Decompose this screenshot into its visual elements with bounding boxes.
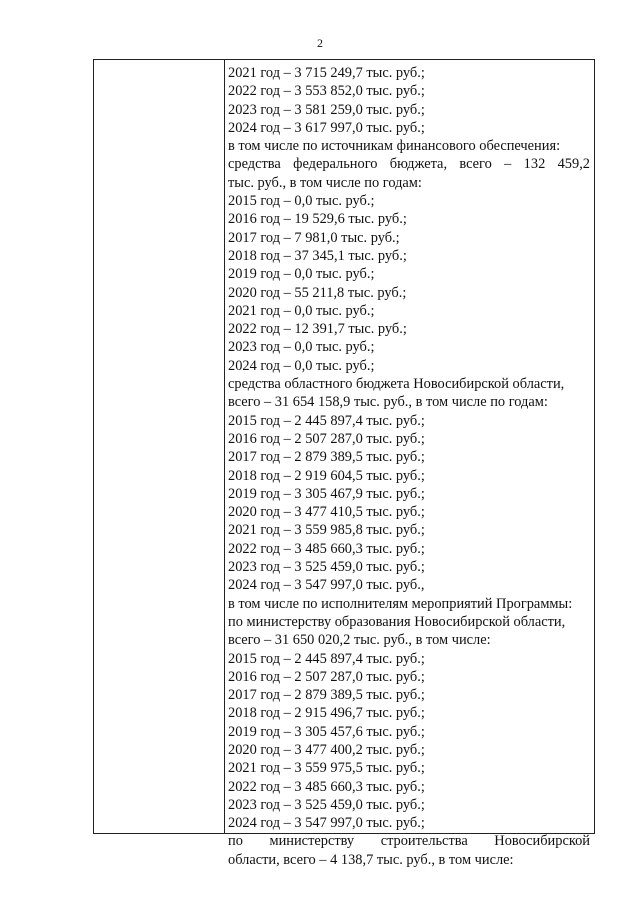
text-line: 2023 год – 0,0 тыс. руб.; xyxy=(228,339,375,356)
text-line: 2020 год – 3 477 410,5 тыс. руб.; xyxy=(228,504,425,521)
text-line: 2024 год – 0,0 тыс. руб.; xyxy=(228,357,375,374)
text-line: по министерству строительства Новосибирской xyxy=(228,833,590,850)
text-line: 2021 год – 3 559 985,8 тыс. руб.; xyxy=(228,522,425,539)
text-line: 2021 год – 3 715 249,7 тыс. руб.; xyxy=(228,65,425,81)
text-line: 2023 год – 3 581 259,0 тыс. руб.; xyxy=(228,101,425,118)
text-line: 2024 год – 3 617 997,0 тыс. руб.; xyxy=(228,119,425,136)
text-line: 2023 год – 3 525 459,0 тыс. руб.; xyxy=(228,559,425,576)
text-line: 2019 год – 3 305 467,9 тыс. руб.; xyxy=(228,485,425,502)
column-divider xyxy=(224,60,225,833)
text-line: 2019 год – 3 305 457,6 тыс. руб.; xyxy=(228,723,425,740)
text-line: 2016 год – 2 507 287,0 тыс. руб.; xyxy=(228,430,425,447)
text-line: 2015 год – 0,0 тыс. руб.; xyxy=(228,193,375,210)
text-line: 2018 год – 2 919 604,5 тыс. руб.; xyxy=(228,467,425,484)
text-line: 2017 год – 2 879 389,5 тыс. руб.; xyxy=(228,449,425,466)
text-line: средства областного бюджета Новосибирской области, xyxy=(228,376,565,393)
text-line: 2022 год – 3 485 660,3 тыс. руб.; xyxy=(228,778,425,795)
text-line: всего – 31 654 158,9 тыс. руб., в том числе по годам: xyxy=(228,394,548,411)
text-line: 2017 год – 2 879 389,5 тыс. руб.; xyxy=(228,687,425,704)
text-line: в том числе по исполнителям мероприятий Программы: xyxy=(228,595,573,612)
text-line: 2022 год – 12 391,7 тыс. руб.; xyxy=(228,321,407,338)
text-line: 2018 год – 2 915 496,7 тыс. руб.; xyxy=(228,705,425,722)
text-line: 2022 год – 3 485 660,3 тыс. руб.; xyxy=(228,540,425,557)
text-line: 2017 год – 7 981,0 тыс. руб.; xyxy=(228,229,400,246)
text-line: 2021 год – 0,0 тыс. руб.; xyxy=(228,302,375,319)
text-line: 2016 год – 2 507 287,0 тыс. руб.; xyxy=(228,668,425,685)
text-line: области, всего – 4 138,7 тыс. руб., в том числе: xyxy=(228,851,514,868)
budget-table xyxy=(93,59,595,868)
text-line: в том числе по источникам финансового обеспечения: xyxy=(228,138,561,155)
text-line: по министерству образования Новосибирской области, xyxy=(228,613,566,630)
text-line: 2018 год – 37 345,1 тыс. руб.; xyxy=(228,247,407,264)
text-line: 2019 год – 0,0 тыс. руб.; xyxy=(228,266,375,283)
text-line: 2023 год – 3 525 459,0 тыс. руб.; xyxy=(228,796,425,813)
text-line: тыс. руб., в том числе по годам: xyxy=(228,174,422,191)
text-line: всего – 31 650 020,2 тыс. руб., в том числе: xyxy=(228,632,491,649)
text-line: 2015 год – 2 445 897,4 тыс. руб.; xyxy=(228,412,425,429)
text-line: 2024 год – 3 547 997,0 тыс. руб.; xyxy=(228,815,425,832)
text-line: средства федерального бюджета, всего – 132 459,2 xyxy=(228,156,590,173)
text-line: 2024 год – 3 547 997,0 тыс. руб., xyxy=(228,577,425,594)
text-line: 2021 год – 3 559 975,5 тыс. руб.; xyxy=(228,760,425,777)
page-number: 2 xyxy=(317,36,323,50)
text-line: 2016 год – 19 529,6 тыс. руб.; xyxy=(228,211,407,228)
text-line: 2015 год – 2 445 897,4 тыс. руб.; xyxy=(228,650,425,667)
text-line: 2022 год – 3 553 852,0 тыс. руб.; xyxy=(228,83,425,100)
text-line: 2020 год – 55 211,8 тыс. руб.; xyxy=(228,284,407,301)
financing-cell xyxy=(228,64,590,869)
text-line: 2020 год – 3 477 400,2 тыс. руб.; xyxy=(228,741,425,758)
